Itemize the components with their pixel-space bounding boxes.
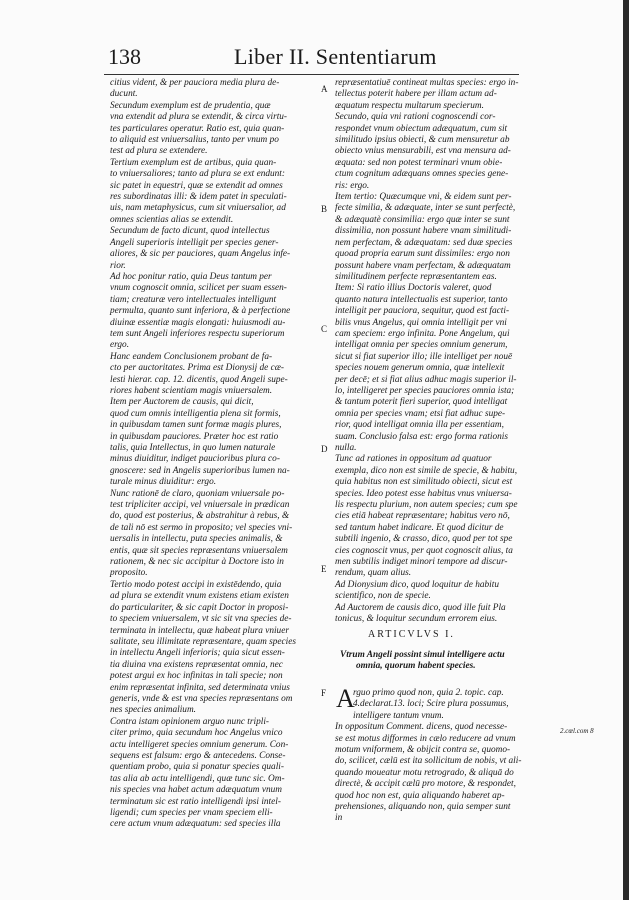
right-column-line: Item tertio: Quæcumque vni, & eidem sunt per- — [335, 192, 512, 203]
right-column-line: nem perfectam, & adæquatam: sed duæ species — [335, 237, 513, 248]
final-paragraph-line: do, scilicet, cælū est ita sollicitum de nobis, vt ali- — [335, 756, 522, 767]
left-column-line: res subordinatas illi: & idem patet in speculati- — [110, 192, 287, 203]
right-column-line: repræsentatiuē contineat multas species: ergo in- — [335, 78, 519, 88]
left-column-line: permulta, quanto sunt inferiora, & à perfectione — [110, 306, 291, 317]
left-column-line: tem sunt Angeli inferiores respectu superiorum — [110, 328, 285, 339]
right-column-line: cies etiā habeat repræsentare; habitus vero nō, — [335, 511, 510, 522]
right-column-line: tonicus, & loquitur secundum errorem eius. — [335, 614, 498, 625]
left-column-line: Secundum de facto dicunt, quod intellectus — [110, 226, 270, 237]
article-question — [340, 650, 505, 673]
right-column-line: Tunc ad rationes in oppositum ad quatuor — [335, 454, 492, 465]
left-column-line: to speciem vniuersalem, vt sic sit vna species de- — [110, 614, 292, 625]
article-question-line-2: omnia, quorum habent species. — [356, 661, 476, 672]
right-column-line: intelligit per pauciora, sequitur, quod est facti- — [335, 306, 510, 317]
right-column-line: Secundo, quia vni rationi cognoscendi cor- — [335, 112, 496, 123]
right-column-line: Ad Auctorem de causis dico, quod ille fuit Pla — [335, 602, 506, 613]
right-column-line: exempla, dico non est simile de specie, & habitu, — [335, 465, 518, 476]
left-column-line: proposito. — [110, 568, 148, 579]
left-column-line: actu intelligeret species omnium generum. Con- — [110, 739, 289, 750]
margin-letter-e: E — [321, 564, 327, 574]
right-column-line: omnia per species vnam; etsi fiat adhuc supe- — [335, 408, 506, 419]
left-column-line: test ad plura se extendere. — [110, 146, 208, 157]
left-column-line: ligendi; cum species per vnam speciem elli- — [110, 808, 273, 818]
final-paragraph-line: in — [335, 813, 343, 824]
left-column-line: aliores, & sic per pauciores, quam Angelus infe- — [110, 249, 291, 260]
left-column-line: citius vident, & per pauciora media plura de- — [110, 78, 280, 88]
left-column-line: do particulariter, & sic capit Doctor in proposi- — [110, 602, 289, 613]
final-paragraph-line: In oppositum Comment. dicens, quod necesse- — [335, 722, 508, 733]
left-column-line: diuinæ essentiæ magis elongati: huiusmodi au- — [110, 317, 286, 328]
right-column-line: quanto natura intellectualis est superior, tanto — [335, 294, 508, 305]
left-column-line: vnum cognoscit omnia, scilicet per suam essen- — [110, 283, 287, 294]
left-column-line: to aliquid est vniuersalius, tanto per vnum po — [110, 135, 279, 146]
right-column-line: quia habitus non est similitudo obiecti, sicut est — [335, 477, 513, 488]
right-column-line: ctum cognitum adæquans omnes species gene- — [335, 169, 509, 180]
left-column-line: terminatum sic est ratio intelligendi ipsi intel- — [110, 796, 281, 807]
left-column-line: gnoscere: sed in Angelis superioribus lumen na- — [110, 465, 290, 476]
left-column-line: nes species animalium. — [110, 705, 196, 716]
left-column-line: cto per auctoritates. Prima est Dionysij de cæ- — [110, 363, 285, 374]
left-column — [110, 78, 296, 831]
right-column-line: tellectus poterit habere per illam actum ad- — [335, 89, 497, 100]
left-column-line: generis, vnde & est vna species repræsentans om — [110, 693, 293, 704]
right-column-line: dissimilia, non possunt habere vnam similitudi- — [335, 226, 512, 237]
left-column-line: tes particulares operatur. Ratio est, quia quan- — [110, 123, 285, 134]
left-column-line: salitate, seu illimitate repræsentare, quam species — [110, 636, 297, 647]
final-paragraph-line: quod hoc non est, quia aliquando haberet ap- — [335, 790, 505, 801]
left-column-line: citer primo, quia secundum hoc Angelus vnico — [110, 728, 283, 739]
margin-letter-f: F — [321, 688, 327, 698]
right-column — [335, 78, 518, 626]
drop-cap-letter: A — [336, 684, 355, 713]
left-column-line: entis, quæ sit species repræsentans vniuersalem — [110, 545, 288, 556]
right-column-line: nulla. — [335, 443, 357, 453]
final-paragraph — [335, 684, 522, 825]
left-column-line: lesti hierar. cap. 12. dicentis, quod Angeli supe- — [110, 374, 288, 385]
left-column-line: potest argui ex hoc infinitas in tali specie; non — [110, 671, 283, 682]
left-column-line: sic patet in equestri, quæ se extendit ad omnes — [110, 180, 283, 191]
left-column-line: riores habent scientiam magis vniuersalem. — [110, 385, 273, 396]
left-column-line: in quibusdam pauciores. Præter hoc est ratio — [110, 431, 279, 442]
right-column-line: intelligat omnia per species omnium generum, — [335, 340, 508, 351]
right-column-line: cies cognoscit vnus, per quot cognoscit alius, ta — [335, 545, 513, 556]
article-heading: ARTICVLVS I. — [368, 629, 455, 640]
left-column-line: Secundum exemplum est de prudentia, quæ — [110, 100, 271, 111]
left-column-line: Contra istam opinionem arguo nunc tripli- — [110, 716, 269, 727]
left-column-line: to vniuersaliores; tanto ad plura se ext endunt: — [110, 169, 285, 180]
final-paragraph-line: 4.declarat.13. loci; Scire plura possumus, — [353, 699, 509, 710]
left-column-line: do, quod est posterius, & abstrahitur à rebus, & — [110, 511, 290, 522]
left-column-line: ducunt. — [110, 89, 138, 100]
left-column-line: minus diuiditur, indiget paucioribus plura co- — [110, 454, 280, 465]
right-column-line: bilis vnus Angelus, qui omnia intelligit per vni — [335, 317, 507, 328]
right-column-line: scientifico, non de specie. — [335, 591, 431, 602]
left-column-line: turale minus diuiditur: ergo. — [110, 477, 217, 488]
left-column-line: quentiam probo, quia si ponatur species quali- — [110, 762, 284, 773]
header-rule — [104, 74, 519, 75]
right-column-line: rior, quod intelligat omnia illa per essentiam, — [335, 420, 504, 431]
right-column-line: species. Ideo potest esse habitus vnus vniuersa- — [335, 488, 512, 499]
left-column-line: nis species vna habet actum adæquatum vnum — [110, 785, 282, 796]
left-column-line: tas alia ab actu intelligendi, quæ tunc sic. Om- — [110, 773, 285, 784]
page-number: 138 — [108, 44, 141, 69]
left-column-line: vna extendit ad plura se extendit, & circa virtu- — [110, 112, 288, 123]
right-column-line: respondet vnum obiectum adæquatum, cum sit — [335, 123, 508, 134]
final-paragraph-line: motum vniformem, & obijcit contra se, quomo- — [335, 745, 511, 756]
right-column-line: possunt habere vnam perfectam, & adæquatam — [335, 260, 511, 271]
left-column-line: ergo. — [110, 340, 130, 351]
left-column-line: enim repræsentat infinita, sed determinata vnius — [110, 682, 290, 693]
right-column-line: men subtilis indiget minori tempore ad discur- — [335, 557, 508, 568]
right-column-line: & adæquatè consimilia: ergo quæ inter se sunt — [335, 214, 510, 225]
margin-letter-b: B — [321, 204, 328, 214]
left-column-line: omnes scientias alias se extendit. — [110, 214, 234, 225]
left-column-line: Hanc eandem Conclusionem probant de fa- — [110, 351, 273, 362]
final-paragraph-line: rguo primo quod non, quia 2. topic. cap. — [353, 688, 504, 698]
page-edge-shadow — [623, 0, 629, 900]
right-column-line: ris: ergo. — [335, 180, 370, 191]
final-paragraph-line: quando moueatur motu retrogrado, & aliquā do — [335, 767, 514, 778]
right-column-line: lis respectu plurium, non autem species; cum spe — [335, 500, 518, 511]
left-column-line: sequens est falsum: ergo & antecedens. Conse- — [110, 750, 286, 761]
left-column-line: uis, nam metaphysicus, cum sit vniuersalior, ad — [110, 203, 286, 214]
left-column-line: uersalis in intellectu, puta species animalis, & — [110, 534, 283, 545]
left-column-line: de tali nō est sermo in proposito; vel species vni- — [110, 522, 293, 533]
final-paragraph-line: se est motus difformes in cælo reducere ad vnum — [335, 733, 516, 744]
right-column-line: Item: Si ratio illius Doctoris valeret, quod — [335, 283, 492, 294]
margin-letter-a: A — [321, 84, 328, 94]
final-paragraph-line: intelligere tantum vnum. — [353, 710, 444, 721]
margin-letter-d: D — [321, 444, 328, 454]
right-column-line: æquatum respectu multarum specierum. — [335, 100, 484, 111]
right-column-line: per decē; et si fiat alius adhuc magis superior il- — [335, 374, 517, 385]
left-column-line: Tertium exemplum est de artibus, quia quan- — [110, 157, 277, 168]
right-column-line: rendum, quam alius. — [335, 568, 412, 579]
right-column-line: cam speciem: ergo infinita. Pone Angelum, qui — [335, 328, 510, 339]
right-column-line: similitudo ipsius obiecti, & cum mensuretur ab — [335, 135, 510, 146]
right-column-line: sed tantum habet indicare. Et quod dicitur de — [335, 522, 504, 533]
left-column-line: Ad hoc ponitur ratio, quia Deus tantum per — [110, 271, 272, 282]
left-column-line: ad plura se extendit vnum existens etiam existen — [110, 591, 289, 602]
right-column-line: & tantum poterit fieri superior, quod intelligat — [335, 397, 508, 408]
final-paragraph-line: directè, & accipit cælū pro motore, & respondet, — [335, 779, 516, 790]
right-column-line: obiecto vnius mensurabili, est vna mensura ad- — [335, 146, 511, 157]
side-note: 2.cœl.com 8 — [560, 727, 594, 735]
right-column-line: fecte similia, & adæquate, inter se sunt perfectè, — [335, 203, 516, 214]
right-column-line: sicut si fiat superior illo; ille intelliget per nouē — [335, 351, 513, 362]
left-column-line: talis, quia Intellectus, in quo lumen naturale — [110, 443, 276, 453]
right-column-line: similitudinem perfecte repræsentantem eas. — [335, 271, 497, 282]
right-column-line: subtili ingenio, & crasso, dico, quod per tot spe — [335, 534, 513, 545]
left-column-line: test tripliciter accipi, vel vniuersale in prædican — [110, 500, 290, 511]
left-column-line: cere actum vnum adæquatum: sed species illa — [110, 819, 281, 830]
running-title: Liber II. Sententiarum — [234, 44, 437, 69]
left-column-line: tia diuina vna existens repræsentat omnia, nec — [110, 659, 283, 670]
left-column-line: rior. — [110, 260, 126, 271]
right-column-line: quoad propria earum sunt dissimiles: ergo non — [335, 249, 510, 260]
left-column-line: quod cum omnis intelligentia plena sit formis, — [110, 408, 281, 419]
left-column-line: tiam; creaturæ vero intellectuales intelligunt — [110, 294, 277, 305]
margin-letter-c: C — [321, 324, 328, 334]
left-column-line: terminata in intellectu, quæ habeat plura vniuer — [110, 625, 289, 636]
left-column-line: rationem, & nec sic accipitur à Doctore isto in — [110, 557, 284, 568]
right-column-line: Ad Dionysium dico, quod loquitur de habitu — [335, 579, 499, 590]
left-column-line: Tertio modo potest accipi in existēdendo, quia — [110, 579, 282, 590]
right-column-line: æquata: sed non potest terminari vnum obie- — [335, 157, 503, 168]
left-column-line: Angeli superioris intelligit per species gener- — [110, 237, 279, 248]
left-column-line: Nunc rationē de claro, quoniam vniuersale po- — [110, 488, 285, 499]
right-column-line: suam. Conclusio falsa est: ergo forma rationis — [335, 431, 508, 442]
final-paragraph-line: prehensiones, aliquando non, quia semper sunt — [335, 802, 511, 813]
article-question-line-1: Vtrum Angeli possint simul intelligere actu — [340, 650, 505, 660]
left-column-line: in quibusdam tamen sunt formæ magis plures, — [110, 420, 282, 431]
left-column-line: in intellectu Angeli inferioris; quia sicut essen- — [110, 648, 285, 659]
right-column-line: lo, intelligeret per species pauciores omnia ista; — [335, 385, 515, 396]
left-column-line: Item per Auctorem de causis, qui dicit, — [110, 397, 254, 408]
right-column-line: species nouem generum omnia, quæ intellexit — [335, 363, 505, 374]
